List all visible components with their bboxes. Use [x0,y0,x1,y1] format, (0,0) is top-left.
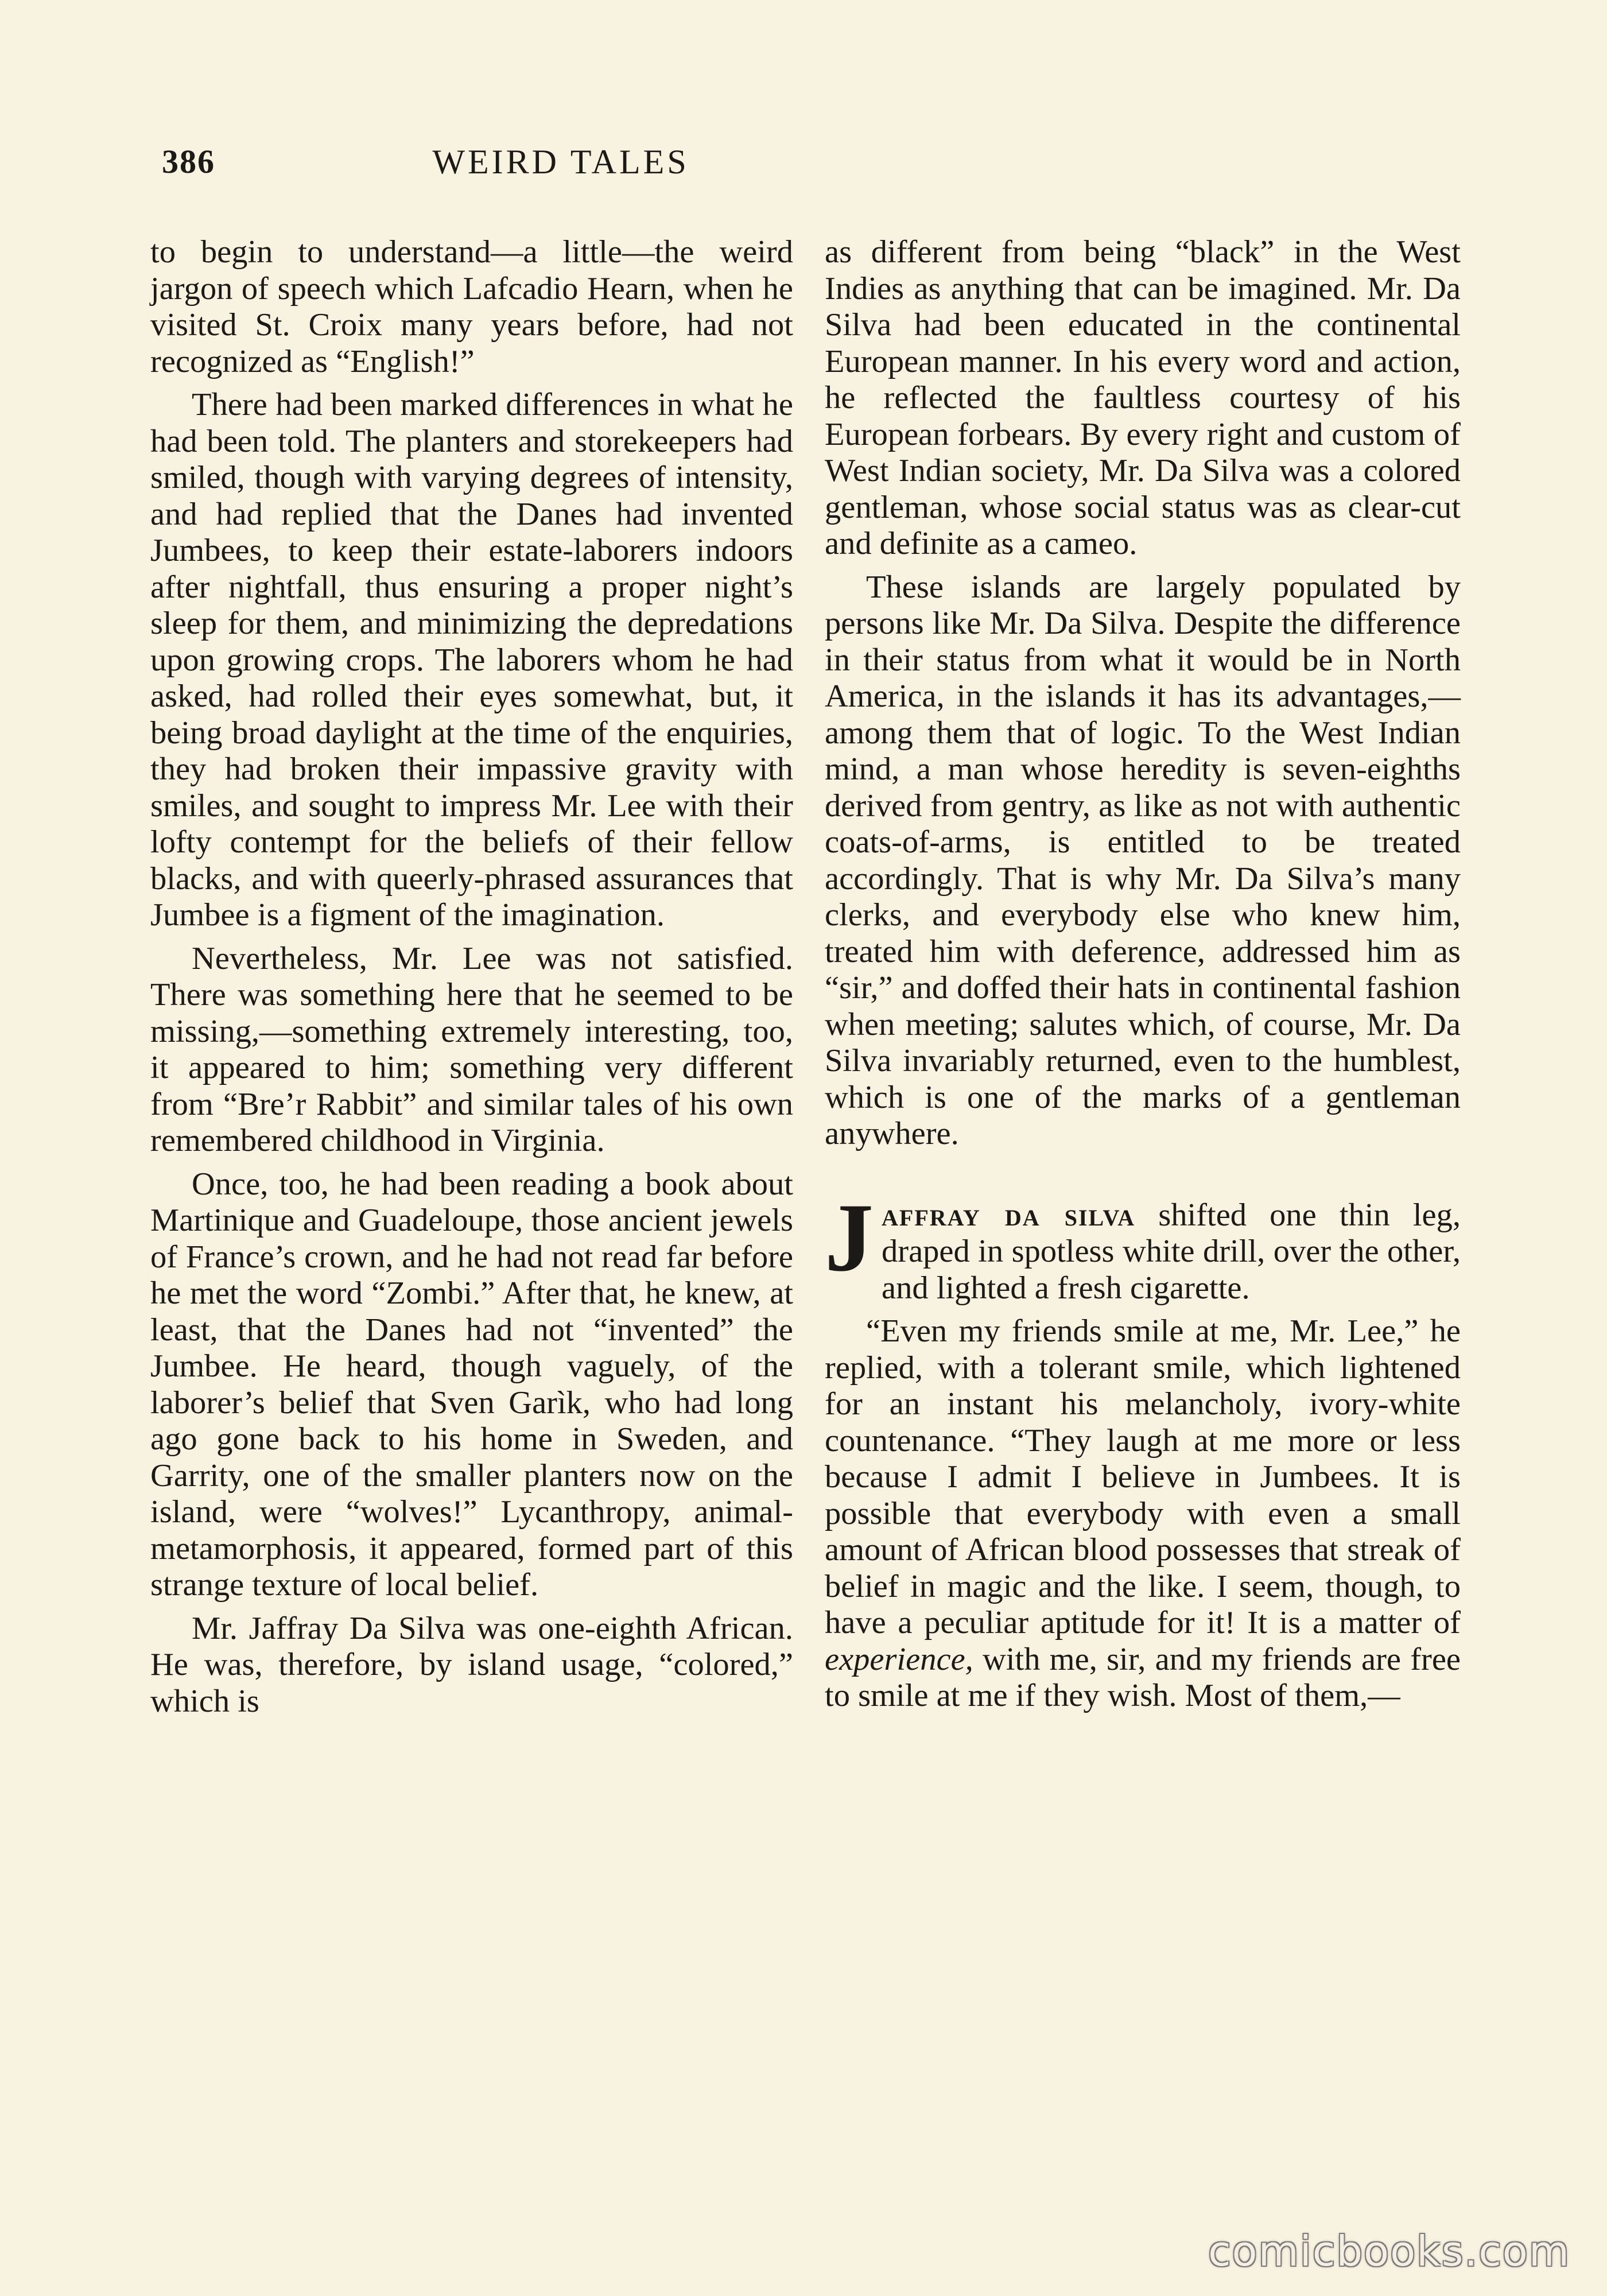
paragraph-text: with me, sir, and my friends are free to smile at me if they wish. Most of them,— [825,1641,1461,1713]
paragraph: Mr. Jaffray Da Silva was one-eighth African. He was, therefore, by island usage, “colored,” which is [150,1610,793,1719]
drop-cap: J [825,1183,874,1292]
italic-word: experience, [825,1641,973,1677]
left-column [150,234,793,1727]
section-opening-paragraph [825,1183,1461,1307]
page-header [162,142,960,188]
paragraph: to begin to understand—a little—the weird jargon of speech which Lafcadio Hearn, when he visited St. Croix many years before, had not recognized as “English!” [150,234,793,379]
paragraph [825,1313,1461,1715]
page-number: 386 [162,143,215,180]
paragraph-text: shifted one thin leg, draped in spotless white drill, over the other, and lighted a fresh cigarette. [882,1197,1461,1306]
paragraph: There had been marked differences in what he had been told. The planters and storekeepers had smiled, though with varying degrees of intensity, and had replied that the Danes had invented Jumbees, to keep their estate-laborers indoors after nightfall, thus ensuring a proper night’s sleep for them, and minimizing the depredations upon growing crops. The laborers whom he had asked, had rolled their eyes somewhat, but, it being broad daylight at the time of the enquiries, they had broken their impassive gravity with smiles, and sought to impress Mr. Lee with their lofty contempt for the beliefs of their fellow blacks, and with queerly-phrased assurances that Jumbee is a figment of the imagination. [150,387,793,933]
paragraph: Nevertheless, Mr. Lee was not satisfied. There was something here that he seemed to be missing,—something extremely interesting, too, it appeared to him; something very different from “Bre’r Rabbit” and similar tales of his own remembered childhood in Virginia. [150,940,793,1158]
right-column [825,234,1461,1721]
paragraph: as different from being “black” in the West Indies as anything that can be imagined. Mr. Da Silva had been educated in the continental European manner. In his every word and action, he reflected the faultless courtesy of his European forbears. By every right and custom of West Indian society, Mr. Da Silva was a colored gentleman, whose social status was as clear-cut and definite as a cameo. [825,234,1461,561]
paragraph: Once, too, he had been reading a book about Martinique and Guadeloupe, those ancient jewels of France’s crown, and he had not read far before he met the word “Zombi.” After that, he knew, at least, that the Danes had not “invented” the Jumbee. He heard, though vaguely, of the laborer’s belief that Sven Garìk, who had long ago gone back to his home in Sweden, and Garrity, one of the smaller planters now on the island, were “wolves!” Lycanthropy, animal-metamorphosis, it appeared, formed part of this strange texture of local belief. [150,1166,793,1603]
paragraph-text: “Even my friends smile at me, Mr. Lee,” he replied, with a tolerant smile, which lightened for an instant his melancholy, ivory-white countenance. “They laugh at me more or less because I admit I believe in Jumbees. It is possible that everybody with even a small amount of African blood possesses that streak of belief in magic and the like. I seem, though, to have a peculiar aptitude for it! It is a matter of [825,1313,1461,1640]
watermark: comicbooks.com [1208,2227,1570,2275]
paragraph: These islands are largely populated by persons like Mr. Da Silva. Despite the difference in their status from what it would be in North America, in the islands it has its advantages,—among them that of logic. To the West Indian mind, a man whose heredity is seven-eighths derived from gentry, as like as not with authentic coats-of-arms, is entitled to be treated accordingly. That is why Mr. Da Silva’s many clerks, and everybody else who knew him, treated him with deference, addressed him as “sir,” and doffed their hats in continental fashion when meeting; salutes which, of course, Mr. Da Silva invariably returned, even to the humblest, which is one of the marks of a gentleman anywhere. [825,569,1461,1151]
small-caps-name: affray da silva [882,1197,1136,1233]
running-title: WEIRD TALES [432,143,689,181]
